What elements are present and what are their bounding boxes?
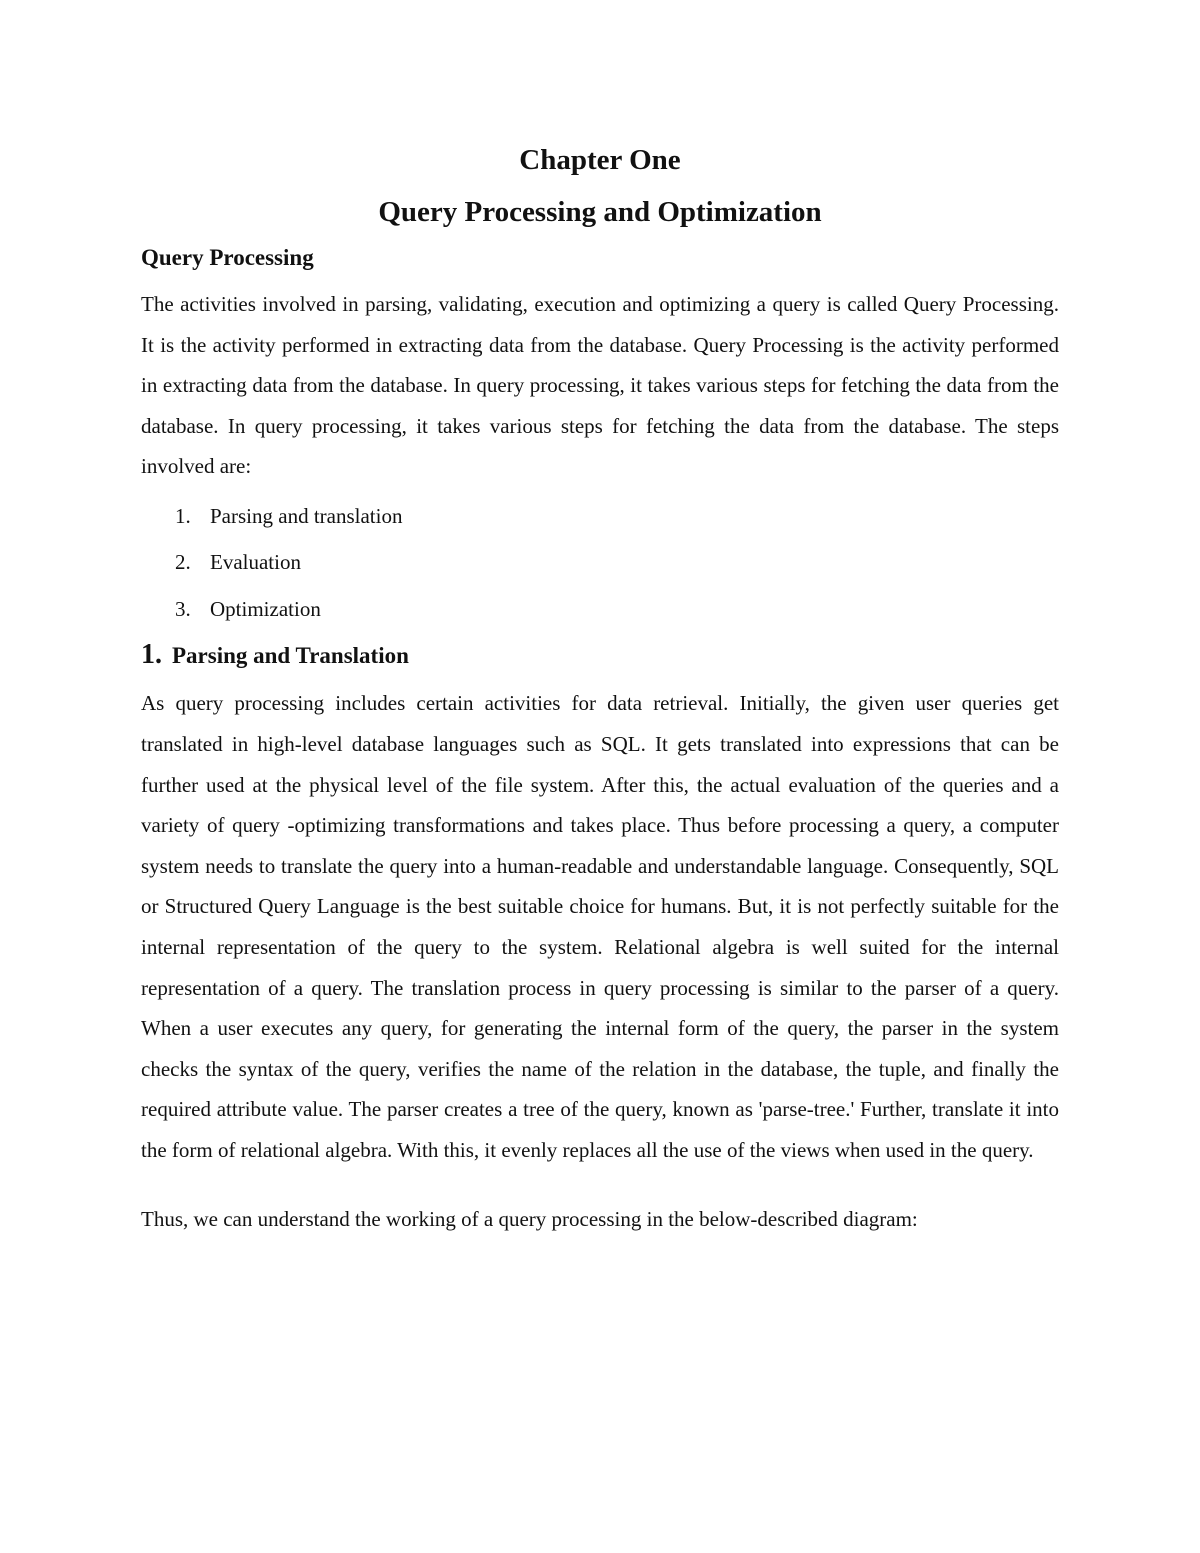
closing-sentence: Thus, we can understand the working of a query processing in the below-described diagram: — [141, 1206, 918, 1231]
query-processing-paragraph: The activities involved in parsing, validating, execution and optimizing a query is called Query Processing. It is the activity performed in extracting data from the database. Query Processing is the activity performed in extracting data from the database. In query processing, it takes various steps for fetching the data from the database. In query processing, it takes various steps for fetching the data from the database. The steps involved are: — [141, 292, 1059, 479]
section-heading-text: Parsing and Translation — [172, 643, 409, 669]
list-item-label: Optimization — [210, 596, 321, 621]
list-item — [141, 586, 1059, 633]
list-item-number: 3. — [175, 596, 191, 621]
list-item — [141, 539, 1059, 586]
section-heading-query-processing: Query Processing — [141, 245, 314, 270]
list-item-label: Parsing and translation — [210, 503, 403, 528]
list-item-label: Evaluation — [210, 550, 301, 575]
section-heading-parsing-translation — [141, 638, 1059, 673]
list-item-number: 2. — [175, 550, 191, 575]
chapter-title: Chapter One — [519, 144, 681, 176]
steps-list — [141, 493, 1059, 633]
document-page — [141, 140, 1059, 1260]
section-number: 1. — [141, 639, 162, 671]
list-item-number: 1. — [175, 503, 191, 528]
parsing-translation-paragraph: As query processing includes certain activities for data retrieval. Initially, the given user queries get translated in high-level database languages such as SQL. It gets translated into expressions that can be further used at the physical level of the file system. After this, the actual evaluation of the queries and a variety of query -optimizing transformations and takes place. Thus before processing a query, a computer system needs to translate the query into a human-readable and understandable language. Consequently, SQL or Structured Query Language is the best suitable choice for humans. But, it is not perfectly suitable for the internal representation of the query to the system. Relational algebra is well suited for the internal representation of a query. The translation process in query processing is similar to the parser of a query. When a user executes any query, for generating the internal form of the query, the parser in the system checks the syntax of the query, verifies the name of the relation in the database, the tuple, and finally the required attribute value. The parser creates a tree of the query, known as 'parse-tree.' Further, translate it into the form of relational algebra. With this, it evenly replaces all the use of the views when used in the query. — [141, 691, 1059, 1162]
list-item — [141, 493, 1059, 540]
page-title: Query Processing and Optimization — [378, 196, 822, 228]
